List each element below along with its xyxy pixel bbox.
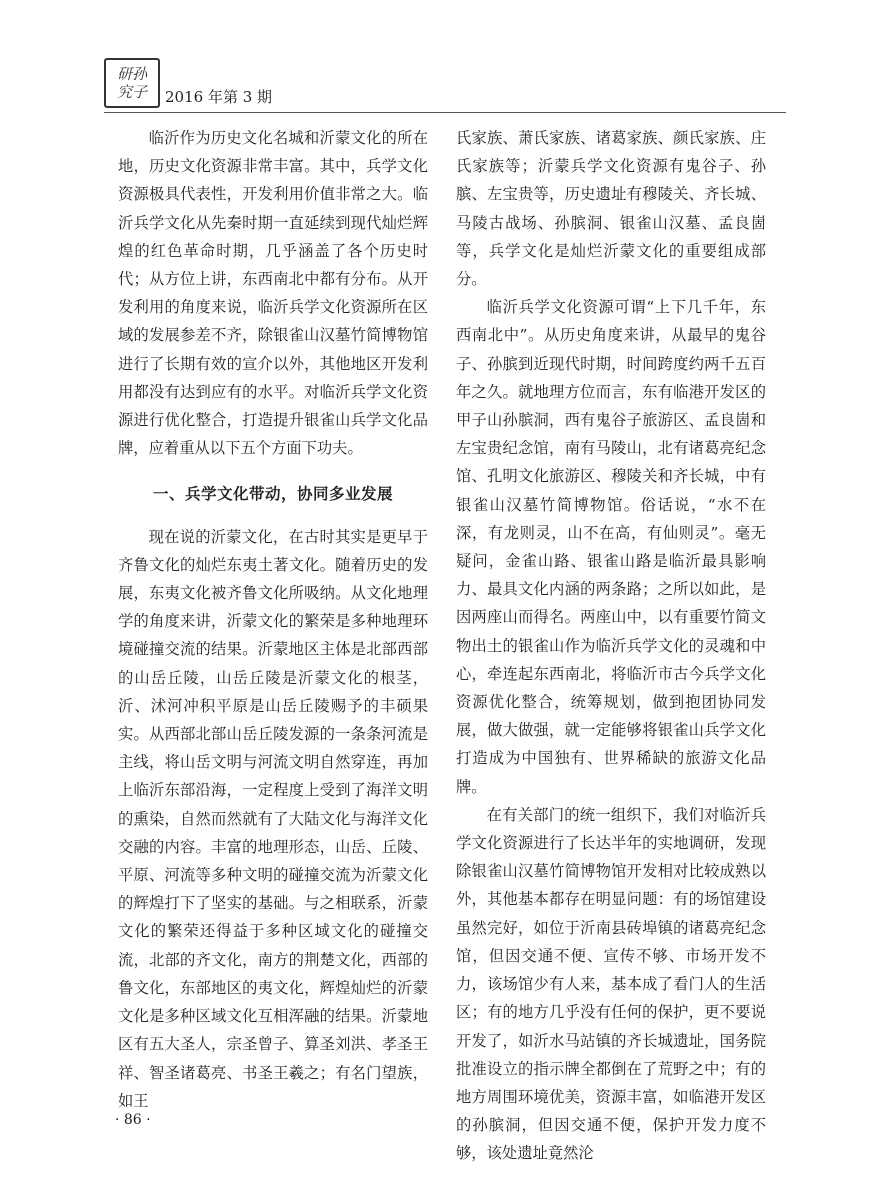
- header-divider: [104, 112, 786, 113]
- section-heading: 一、兵学文化带动，协同多业发展: [152, 485, 393, 504]
- paragraph: 氏家族、萧氏家族、诸葛家族、颜氏家族、庄氏家族等；沂蒙兵学文化资源有鬼谷子、孙膑、左宝贵等，历史遗址有穆陵关、齐长城、马陵古战场、孙膑洞、银雀山汉墓、孟良崮等，兵学文化是灿烂沂蒙文化的重要组成部分。: [456, 129, 766, 289]
- paragraph: 临沂作为历史文化名城和沂蒙文化的所在地，历史文化资源非常丰富。其中，兵学文化资源极具代表性，开发利用价值非常之大。临沂兵学文化从先秦时期一直延续到现代灿烂辉煌的红色革命时期，几乎涵盖了各个历史时代；从方位上讲，东西南北中都有分布。从开发利用的角度来说，临沂兵学文化资源所在区域的发展参差不齐，除银雀山汉墓竹简博物馆进行了长期有效的宣介以外，其他地区开发利用都没有达到应有的水平。对临沂兵学文化资源进行优化整合，打造提升银雀山兵学文化品牌，应着重从以下五个方面下功夫。: [118, 129, 428, 458]
- issue-label: 2016 年第 3 期: [165, 88, 273, 106]
- left-column: [118, 124, 428, 1115]
- paragraph: 在有关部门的统一组织下，我们对临沂兵学文化资源进行了长达半年的实地调研，发现除银雀山汉墓竹简博物馆开发相对比较成熟以外，其他基本都存在明显问题：有的场馆建设虽然完好，如位于沂南县砖埠镇的诸葛亮纪念馆，但因交通不便、宣传不够、市场开发不力，该场馆少有人来，基本成了看门人的生活区；有的地方几乎没有任何的保护，更不要说开发了，如沂水马站镇的齐长城遗址，国务院批准设立的指示牌全都倒在了荒野之中；有的地方周围环境优美，资源丰富，如临港开发区的孙膑洞，但因交通不便，保护开发力度不够，该处遗址竟然沦: [456, 805, 766, 1163]
- right-column: [456, 124, 766, 1168]
- logo-line-1: 研孙: [116, 65, 147, 83]
- page-number: · 86 ·: [115, 1112, 151, 1128]
- paragraph: 现在说的沂蒙文化，在古时其实是更早于齐鲁文化的灿烂东夷土著文化。随着历史的发展，东夷文化被齐鲁文化所吸纳。从文化地理学的角度来讲，沂蒙文化的繁荣是多种地理环境碰撞交流的结果。沂蒙地区主体是北部西部的山岳丘陵，山岳丘陵是沂蒙文化的根茎，沂、沭河冲积平原是山岳丘陵赐予的丰硕果实。从西部北部山岳丘陵发源的一条条河流是主线，将山岳文明与河流文明自然穿连，再加上临沂东部沿海，一定程度上受到了海洋文明的熏染，自然而然就有了大陆文化与海洋文化交融的内容。丰富的地理形态，山岳、丘陵、平原、河流等多种文明的碰撞交流为沂蒙文化的辉煌打下了坚实的基础。与之相联系，沂蒙文化的繁荣还得益于多种区域文化的碰撞交流，北部的齐文化，南方的荆楚文化，西部的鲁文化，东部地区的夷文化，辉煌灿烂的沂蒙文化是多种区域文化互相浑融的结果。沂蒙地区有五大圣人，宗圣曾子、算圣刘洪、孝圣王祥、智圣诸葛亮、书圣王羲之；有名门望族，如王: [118, 527, 428, 1110]
- journal-logo: [104, 58, 160, 108]
- paragraph: 临沂兵学文化资源可谓“上下几千年，东西南北中”。从历史角度来讲，从最早的鬼谷子、孙膑到近现代时期，时间跨度约两千五百年之久。就地理方位而言，东有临港开发区的甲子山孙膑洞，西有鬼谷子旅游区、孟良崮和左宝贵纪念馆，南有马陵山，北有诸葛亮纪念馆、孔明文化旅游区、穆陵关和齐长城，中有银雀山汉墓竹简博物馆。俗话说，“水不在深，有龙则灵，山不在高，有仙则灵”。毫无疑问，金雀山路、银雀山路是临沂最具影响力、最具文化内涵的两条路；之所以如此，是因两座山而得名。两座山中，以有重要竹简文物出土的银雀山作为临沂兵学文化的灵魂和中心，牵连起东西南北，将临沂市古今兵学文化资源优化整合，统筹规划，做到抱团协同发展，做大做强，就一定能够将银雀山兵学文化打造成为中国独有、世界稀缺的旅游文化品牌。: [456, 298, 766, 796]
- logo-line-2: 究子: [116, 83, 147, 101]
